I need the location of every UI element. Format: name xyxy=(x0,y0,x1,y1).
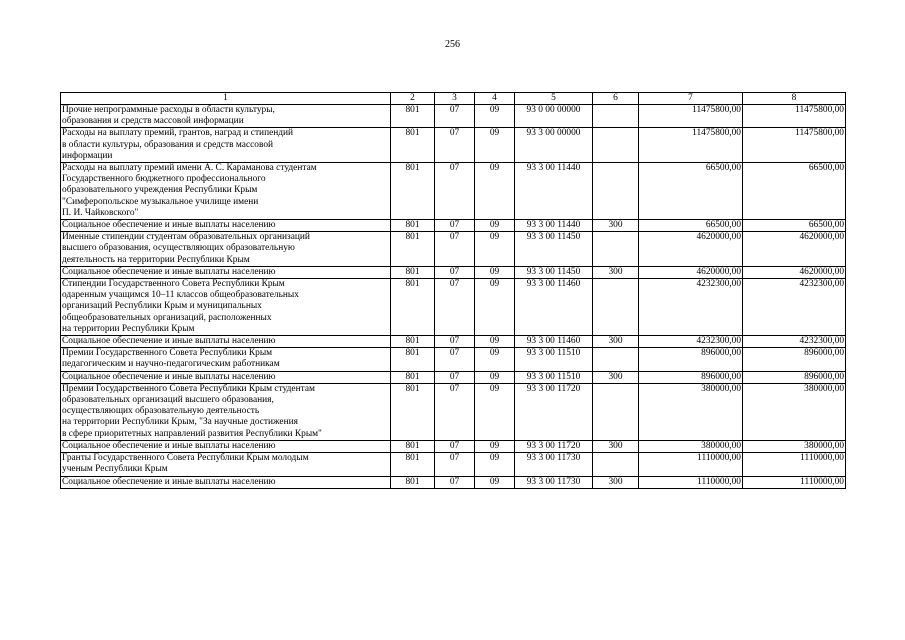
row-target-code: 93 3 00 00000 xyxy=(515,128,593,163)
row-expense-type-code: 300 xyxy=(593,220,639,232)
row-amount-year-2: 11475800,00 xyxy=(743,105,846,128)
row-target-code: 93 3 00 11440 xyxy=(515,220,593,232)
table-row xyxy=(61,163,846,220)
row-amount-year-2: 4620000,00 xyxy=(743,266,846,278)
row-amount-year-2: 1110000,00 xyxy=(743,476,846,488)
row-expense-type-code xyxy=(593,105,639,128)
row-section-code: 07 xyxy=(435,232,475,267)
row-target-code: 93 3 00 11510 xyxy=(515,371,593,383)
page-number: 256 xyxy=(445,39,460,50)
row-amount-year-2: 1110000,00 xyxy=(743,453,846,476)
row-name: Социальное обеспечение и иные выплаты населению xyxy=(61,336,391,348)
row-expense-type-code xyxy=(593,232,639,267)
row-subsection-code: 09 xyxy=(475,163,515,220)
row-name: Социальное обеспечение и иные выплаты населению xyxy=(61,220,391,232)
row-amount-year-2: 4232300,00 xyxy=(743,336,846,348)
row-subsection-code: 09 xyxy=(475,266,515,278)
header-col-4: 4 xyxy=(475,93,515,105)
row-section-code: 07 xyxy=(435,163,475,220)
row-expense-type-code xyxy=(593,279,639,336)
row-target-code: 93 3 00 11460 xyxy=(515,336,593,348)
table-row xyxy=(61,105,846,128)
row-expense-type-code: 300 xyxy=(593,371,639,383)
row-section-code: 07 xyxy=(435,453,475,476)
row-subsection-code: 09 xyxy=(475,371,515,383)
row-ved-code: 801 xyxy=(391,220,435,232)
table-row xyxy=(61,476,846,488)
table-row xyxy=(61,371,846,383)
row-ved-code: 801 xyxy=(391,440,435,452)
row-amount-year-2: 66500,00 xyxy=(743,220,846,232)
row-amount-year-1: 380000,00 xyxy=(639,440,743,452)
row-expense-type-code xyxy=(593,348,639,371)
row-expense-type-code xyxy=(593,163,639,220)
header-col-6: 6 xyxy=(593,93,639,105)
header-col-2: 2 xyxy=(391,93,435,105)
row-amount-year-1: 896000,00 xyxy=(639,371,743,383)
row-amount-year-2: 4620000,00 xyxy=(743,232,846,267)
row-subsection-code: 09 xyxy=(475,348,515,371)
row-ved-code: 801 xyxy=(391,348,435,371)
table-row xyxy=(61,220,846,232)
row-subsection-code: 09 xyxy=(475,232,515,267)
row-name: Социальное обеспечение и иные выплаты населению xyxy=(61,371,391,383)
row-section-code: 07 xyxy=(435,128,475,163)
row-ved-code: 801 xyxy=(391,232,435,267)
row-ved-code: 801 xyxy=(391,453,435,476)
row-amount-year-1: 896000,00 xyxy=(639,348,743,371)
row-name: Социальное обеспечение и иные выплаты населению xyxy=(61,440,391,452)
row-expense-type-code: 300 xyxy=(593,440,639,452)
row-ved-code: 801 xyxy=(391,383,435,440)
row-amount-year-1: 4620000,00 xyxy=(639,232,743,267)
row-amount-year-2: 896000,00 xyxy=(743,348,846,371)
header-col-8: 8 xyxy=(743,93,846,105)
row-amount-year-1: 1110000,00 xyxy=(639,476,743,488)
row-amount-year-1: 66500,00 xyxy=(639,163,743,220)
row-expense-type-code xyxy=(593,453,639,476)
table-row xyxy=(61,266,846,278)
header-row xyxy=(61,93,846,105)
row-section-code: 07 xyxy=(435,476,475,488)
row-name: Социальное обеспечение и иные выплаты населению xyxy=(61,266,391,278)
row-amount-year-2: 896000,00 xyxy=(743,371,846,383)
row-expense-type-code xyxy=(593,128,639,163)
row-target-code: 93 0 00 00000 xyxy=(515,105,593,128)
table-row xyxy=(61,348,846,371)
row-expense-type-code xyxy=(593,383,639,440)
row-target-code: 93 3 00 11510 xyxy=(515,348,593,371)
row-expense-type-code: 300 xyxy=(593,266,639,278)
row-section-code: 07 xyxy=(435,348,475,371)
row-amount-year-2: 380000,00 xyxy=(743,383,846,440)
row-amount-year-1: 66500,00 xyxy=(639,220,743,232)
header-col-3: 3 xyxy=(435,93,475,105)
table-row xyxy=(61,440,846,452)
row-subsection-code: 09 xyxy=(475,383,515,440)
row-amount-year-2: 380000,00 xyxy=(743,440,846,452)
row-name: Премии Государственного Совета Республики Крым студентам образовательных организаций высшего образования, осуществляющих образовательную деятельность на территории Республики Крым, "За научные достижения в сфере приоритетных направлений развития Республики Крым" xyxy=(61,383,391,440)
row-expense-type-code: 300 xyxy=(593,336,639,348)
row-ved-code: 801 xyxy=(391,336,435,348)
row-subsection-code: 09 xyxy=(475,336,515,348)
row-name: Расходы на выплату премий, грантов, наград и стипендий в области культуры, образования и средств массовой информации xyxy=(61,128,391,163)
row-name: Стипендии Государственного Совета Республики Крым одаренным учащимся 10–11 классов общеобразовательных организаций Республики Крым и муниципальных общеобразовательных организаций, расположенных на территории Республики Крым xyxy=(61,279,391,336)
row-name: Прочие непрограммные расходы в области культуры, образования и средств массовой информации xyxy=(61,105,391,128)
header-col-1: 1 xyxy=(61,93,391,105)
row-name: Социальное обеспечение и иные выплаты населению xyxy=(61,476,391,488)
row-amount-year-1: 4232300,00 xyxy=(639,336,743,348)
row-subsection-code: 09 xyxy=(475,440,515,452)
row-ved-code: 801 xyxy=(391,371,435,383)
row-target-code: 93 3 00 11450 xyxy=(515,266,593,278)
header-col-5: 5 xyxy=(515,93,593,105)
row-subsection-code: 09 xyxy=(475,476,515,488)
row-ved-code: 801 xyxy=(391,476,435,488)
row-target-code: 93 3 00 11440 xyxy=(515,163,593,220)
row-amount-year-1: 1110000,00 xyxy=(639,453,743,476)
row-amount-year-1: 380000,00 xyxy=(639,383,743,440)
row-section-code: 07 xyxy=(435,279,475,336)
row-ved-code: 801 xyxy=(391,266,435,278)
row-ved-code: 801 xyxy=(391,105,435,128)
row-target-code: 93 3 00 11450 xyxy=(515,232,593,267)
table-row xyxy=(61,279,846,336)
row-target-code: 93 3 00 11460 xyxy=(515,279,593,336)
row-target-code: 93 3 00 11720 xyxy=(515,440,593,452)
table-row xyxy=(61,232,846,267)
row-amount-year-1: 4232300,00 xyxy=(639,279,743,336)
row-section-code: 07 xyxy=(435,266,475,278)
row-subsection-code: 09 xyxy=(475,220,515,232)
row-section-code: 07 xyxy=(435,383,475,440)
row-section-code: 07 xyxy=(435,440,475,452)
row-amount-year-2: 11475800,00 xyxy=(743,128,846,163)
row-subsection-code: 09 xyxy=(475,105,515,128)
row-amount-year-2: 4232300,00 xyxy=(743,279,846,336)
table-row xyxy=(61,453,846,476)
row-target-code: 93 3 00 11720 xyxy=(515,383,593,440)
row-subsection-code: 09 xyxy=(475,279,515,336)
row-name: Расходы на выплату премий имени А. С. Караманова студентам Государственного бюджетного профессионального образовательного учреждения Республики Крым "Симферопольское музыкальное училище имени П. И. Чайковского" xyxy=(61,163,391,220)
row-section-code: 07 xyxy=(435,105,475,128)
row-section-code: 07 xyxy=(435,336,475,348)
row-ved-code: 801 xyxy=(391,128,435,163)
row-ved-code: 801 xyxy=(391,279,435,336)
row-amount-year-1: 4620000,00 xyxy=(639,266,743,278)
row-name: Именные стипендии студентам образовательных организаций высшего образования, осуществляющих образовательную деятельность на территории Республики Крым xyxy=(61,232,391,267)
budget-table xyxy=(60,92,846,489)
row-amount-year-1: 11475800,00 xyxy=(639,105,743,128)
row-expense-type-code: 300 xyxy=(593,476,639,488)
row-subsection-code: 09 xyxy=(475,128,515,163)
row-section-code: 07 xyxy=(435,371,475,383)
table-row xyxy=(61,336,846,348)
row-amount-year-1: 11475800,00 xyxy=(639,128,743,163)
row-target-code: 93 3 00 11730 xyxy=(515,453,593,476)
row-section-code: 07 xyxy=(435,220,475,232)
header-col-7: 7 xyxy=(639,93,743,105)
table-row xyxy=(61,383,846,440)
row-subsection-code: 09 xyxy=(475,453,515,476)
row-target-code: 93 3 00 11730 xyxy=(515,476,593,488)
row-amount-year-2: 66500,00 xyxy=(743,163,846,220)
row-name: Гранты Государственного Совета Республики Крым молодым ученым Республики Крым xyxy=(61,453,391,476)
table-row xyxy=(61,128,846,163)
row-name: Премии Государственного Совета Республики Крым педагогическим и научно-педагогическим работникам xyxy=(61,348,391,371)
row-ved-code: 801 xyxy=(391,163,435,220)
